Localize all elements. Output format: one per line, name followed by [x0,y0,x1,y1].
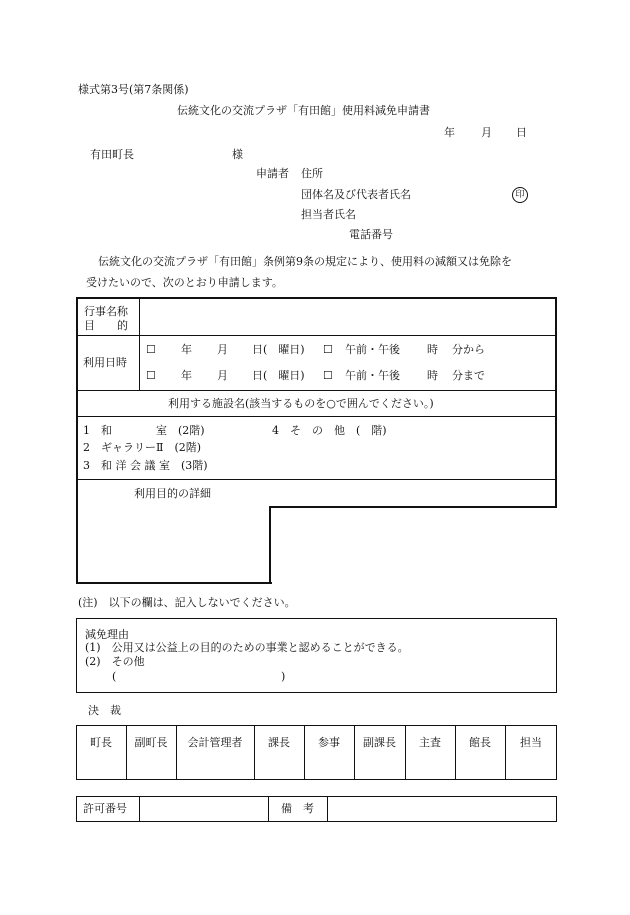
event-label-line2: 目 的 [84,319,128,332]
from-hour: 時 [427,343,438,356]
purpose-detail-field[interactable] [80,509,267,580]
from-minute: 分から [452,343,485,356]
person-in-charge-label: 担当者氏名 [301,208,356,221]
org-representative-label: 団体名及び代表者氏名 [301,188,411,201]
document-title: 伝統文化の交流プラザ「有田館」使用料減免申請書 [177,104,430,117]
from-ampm: 午前・午後 [345,343,400,356]
datetime-label: 利用日時 [83,356,127,369]
until-minute: 分まで [452,369,485,382]
date-checkbox-from[interactable]: ☐ [146,343,156,356]
approval-role-accounting-manager: 会計管理者 [187,736,243,749]
permit-number-label: 許可番号 [83,802,127,815]
facility-option-1[interactable]: 1 和 室 (2階) [83,424,205,437]
until-hour: 時 [427,369,438,382]
reduction-title: 減免理由 [85,628,129,641]
until-ampm: 午前・午後 [345,369,400,382]
reduction-item-1: (1) 公用又は公益上の目的のための事業と認めることができる。 [85,641,409,654]
address-label: 住所 [301,167,323,180]
remarks-field[interactable] [329,798,555,820]
approval-role-director: 館長 [469,736,491,749]
facility-option-3[interactable]: 3 和 洋 会 議 室 (3階) [83,459,208,472]
approval-role-deputy-chief: 副課長 [363,736,396,749]
approval-role-section-chief: 課長 [268,736,290,749]
time-checkbox-from[interactable]: ☐ [323,343,333,356]
reduction-item-2: (2) その他 [85,655,145,668]
date-day-label: 日 [516,126,527,139]
facility-option-2[interactable]: 2 ギャラリーⅡ (2階) [83,441,202,454]
body-text-line1: 伝統文化の交流プラザ「有田館」条例第9条の規定により、使用料の減額又は免除を [98,255,512,268]
event-name-field[interactable] [142,300,552,333]
note-text: (注) 以下の欄は、記入しないでください。 [78,596,296,609]
seal-mark: 印 [512,187,528,203]
from-year: 年 [181,343,192,356]
phone-label: 電話番号 [349,228,393,241]
approval-role-counselor: 参事 [318,736,340,749]
form-number: 様式第3号(第7条関係) [78,83,189,96]
date-year-label: 年 [444,126,455,139]
permit-number-field[interactable] [141,798,266,820]
approval-role-mayor: 町長 [90,736,112,749]
event-label-line1: 行事名称 [84,305,128,318]
approval-role-staff: 担当 [520,736,542,749]
until-day-weekday: 日( 曜日) [252,369,305,382]
purpose-detail-label: 利用目的の詳細 [134,487,211,500]
date-month-label: 月 [481,126,492,139]
reduction-reason-box [76,618,557,693]
applicant-label: 申請者 [256,167,289,180]
until-month: 月 [217,369,228,382]
from-month: 月 [217,343,228,356]
approval-role-chief-clerk: 主査 [419,736,441,749]
approval-title: 決 裁 [88,704,121,717]
date-checkbox-until[interactable]: ☐ [146,369,156,382]
addressee: 有田町長 [90,148,134,161]
reduction-paren-open: ( [112,670,117,683]
remarks-label: 備 考 [281,802,314,815]
reduction-paren-close: ) [281,670,286,683]
until-year: 年 [181,369,192,382]
body-text-line2: 受けたいので、次のとおり申請します。 [86,276,283,289]
from-day-weekday: 日( 曜日) [252,343,305,356]
time-checkbox-until[interactable]: ☐ [323,369,333,382]
approval-role-vice-mayor: 副町長 [134,736,168,749]
facility-header: 利用する施設名(該当するものを○で囲んでください。) [168,397,434,410]
honorific: 様 [232,148,243,161]
facility-option-4[interactable]: 4 そ の 他 ( 階) [272,424,387,437]
